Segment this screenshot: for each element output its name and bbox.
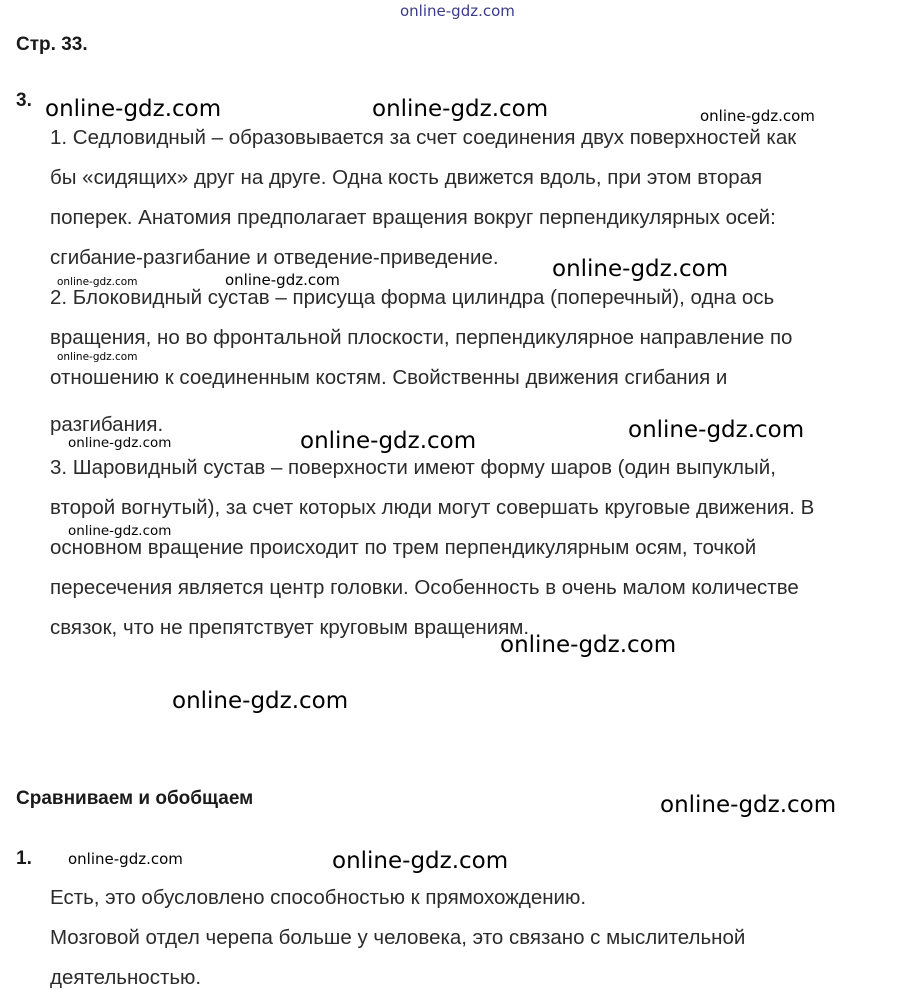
watermark: online-gdz.com (172, 688, 349, 714)
task-1-line: Есть, это обусловлено способностью к прямохождению. (50, 886, 587, 909)
watermark: online-gdz.com (552, 256, 729, 282)
task-1-line: деятельностью. (50, 966, 202, 989)
task-3-number: 3. (16, 90, 32, 111)
task-1-number: 1. (16, 848, 32, 869)
watermark: online-gdz.com (332, 848, 509, 874)
watermark: online-gdz.com (700, 107, 815, 125)
task-3-line: отношению к соединенным костям. Свойственны движения сгибания и (50, 366, 728, 389)
watermark: online-gdz.com (68, 435, 172, 451)
task-3-line: поперек. Анатомия предполагает вращения вокруг перпендикулярных осей: (50, 206, 776, 229)
task-3-line: разгибания. (50, 413, 164, 436)
task-3-line: основном вращение происходит по трем перпендикулярным осям, точкой (50, 536, 757, 559)
watermark-top: online-gdz.com (400, 2, 515, 20)
watermark: online-gdz.com (57, 276, 138, 288)
task-3-line: связок, что не препятствует круговым вращениям. (50, 616, 530, 639)
watermark: online-gdz.com (45, 96, 222, 122)
task-3-line: пересечения является центр головки. Особенность в очень малом количестве (50, 576, 799, 599)
watermark: online-gdz.com (300, 428, 477, 454)
page-number: Стр. 33. (16, 34, 88, 55)
watermark: online-gdz.com (68, 523, 172, 539)
watermark: online-gdz.com (660, 792, 837, 818)
watermark: online-gdz.com (225, 271, 340, 289)
watermark: online-gdz.com (628, 417, 805, 443)
task-3-line: сгибание-разгибание и отведение-приведение. (50, 246, 499, 269)
task-3-line: 2. Блоковидный сустав – присуща форма цилиндра (поперечный), одна ось (50, 286, 775, 309)
watermark: online-gdz.com (372, 96, 549, 122)
task-3-line: вращения, но во фронтальной плоскости, перпендикулярное направление по (50, 326, 793, 349)
watermark: online-gdz.com (57, 351, 138, 363)
task-3-line: 3. Шаровидный сустав – поверхности имеют форму шаров (один выпуклый, (50, 456, 776, 479)
task-1-line: Мозговой отдел черепа больше у человека, это связано с мыслительной (50, 926, 746, 949)
task-3-line: второй вогнутый), за счет которых люди могут совершать круговые движения. В (50, 496, 815, 519)
section-title: Сравниваем и обобщаем (16, 788, 254, 809)
watermark: online-gdz.com (500, 632, 677, 658)
task-3-line: бы «сидящих» друг на друге. Одна кость движется вдоль, при этом вторая (50, 166, 763, 189)
task-3-line: 1. Седловидный – образовывается за счет соединения двух поверхностей как (50, 126, 797, 149)
watermark: online-gdz.com (68, 850, 183, 868)
